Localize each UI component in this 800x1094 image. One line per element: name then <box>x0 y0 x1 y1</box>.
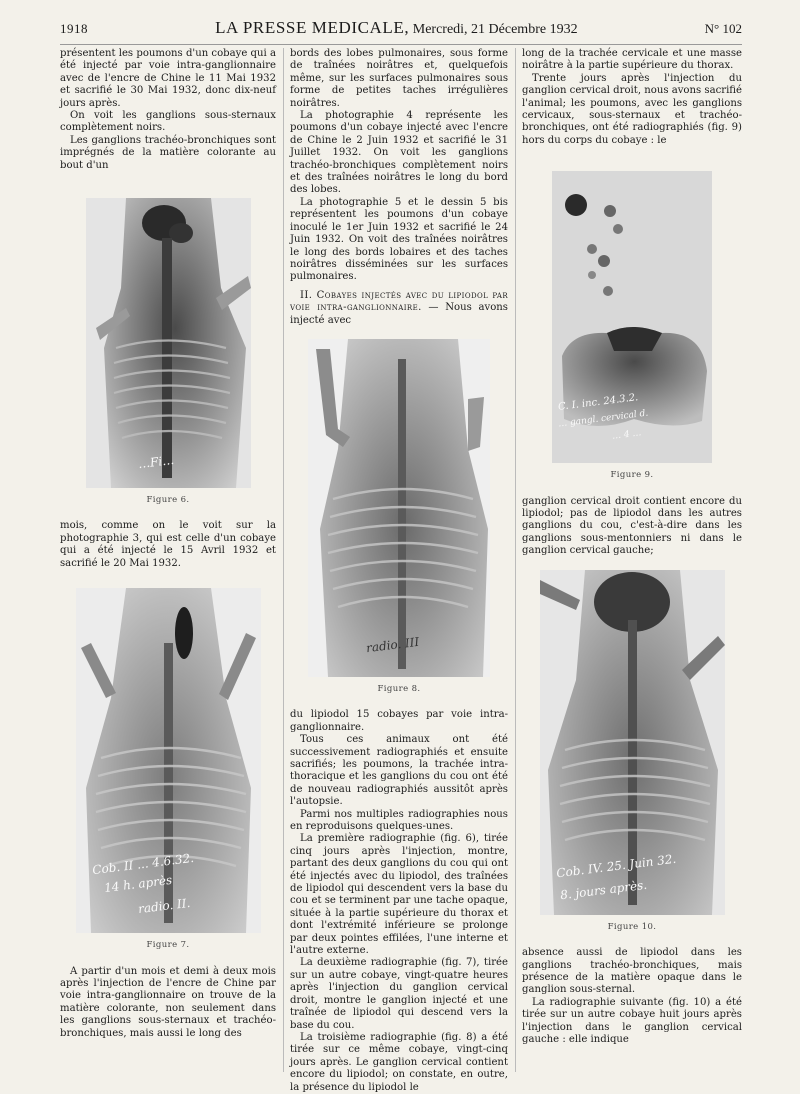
issue-number: N° 102 <box>704 21 742 36</box>
issue-date: Mercredi, 21 Décembre 1932 <box>412 22 578 37</box>
paragraph: présentent les poumons d'un cobaye qui a été injecté par voie intra-ganglionnaire avec de l'encre de Chine le 11 Mai 1932 et sacrifié le 30 Mai 1932, donc dix-neuf jours après. <box>60 48 276 109</box>
handwritten-annotation: Cob. II ... 4.6.32. <box>91 850 195 878</box>
paragraph-text: — Nous avons injecté avec <box>290 302 508 326</box>
handwritten-annotation: … 4 … <box>611 428 642 443</box>
figure-9-radiograph <box>552 171 712 463</box>
paragraph: La deuxième radiographie (fig. 7), tirée sur un autre cobaye, vingt-quatre heures après l'injection du ganglion cervical droit, montre le ganglion injecté et une traînée de lipiodol qui descend vers la base du cou. <box>290 957 508 1031</box>
handwritten-annotation: radio. III <box>365 634 420 656</box>
figure-7-radiograph <box>76 588 261 933</box>
handwritten-annotation: …Fi… <box>136 452 175 472</box>
paragraph: Tous ces animaux ont été successivement radiographiés et ensuite sacrifiés; les poumons, la trachée intra-thoracique et les ganglions du cou ont été de nouveau radiographiés aussitôt après l'autopsie. <box>290 734 508 808</box>
xray-image <box>86 198 251 488</box>
handwritten-annotation: Cob. IV. 25. Juin 32. <box>555 851 677 880</box>
section-heading-paragraph <box>290 290 508 327</box>
journal-title: LA PRESSE MEDICALE, <box>215 18 410 37</box>
paragraph: La radiographie suivante (fig. 10) a été tirée sur un autre cobaye huit jours après l'injection dans le ganglion cervical gauche : elle indique <box>522 996 742 1045</box>
paragraph: mois, comme on le voit sur la photographie 3, qui est celle d'un cobaye qui a été injecté le 15 Avril 1932 et sacrifié le 20 Mai 1932. <box>60 520 276 569</box>
handwritten-annotation: C. I. inc. 24.3.2. <box>557 392 639 414</box>
paragraph: La première radiographie (fig. 6), tirée cinq jours après l'injection, montre, partant des deux ganglions du cou qui ont été injectés avec du lipiodol, des traînées de lipiodol qui descendent vers la base du cou et se terminent par une tache opaque, située à la partie supérieure du thorax et dont l'extrémité inférieure se prolonge par deux pointes effilées, l'une interne et l'autre externe. <box>290 833 508 957</box>
figure-7-caption: Figure 7. <box>146 940 190 951</box>
paragraph: ganglion cervical droit contient encore du lipiodol; pas de lipiodol dans les autres ganglions du cou, c'est-à-dire dans les ganglions sous-mentonniers ni dans le ganglion cervical gauche; <box>522 495 742 557</box>
paragraph: Parmi nos multiples radiographies nous en reproduisons quelques-unes. <box>290 808 508 832</box>
figure-9-caption: Figure 9. <box>610 470 654 481</box>
paragraph: La photographie 5 et le dessin 5 bis représentent les poumons d'un cobaye inoculé le 1er Juin 1932 et sacrifié le 24 Juin 1932. On voit des traînées noirâtres le long des bords lobaires et des taches noirâtres disséminées sur les surfaces pulmonaires. <box>290 196 508 283</box>
paragraph: On voit les ganglions sous-sternaux complètement noirs. <box>60 110 276 134</box>
paragraph: A partir d'un mois et demi à deux mois après l'injection de l'encre de Chine par voie intra-ganglionnaire on trouve de la matière colorante, non seulement dans les ganglions sous-sternaux et trachéo-bronchiques, mais aussi le long des <box>60 965 276 1039</box>
paragraph: du lipiodol 15 cobayes par voie intra-ganglionnaire. <box>290 709 508 733</box>
paragraph: long de la trachée cervicale et une masse noirâtre à la partie supérieure du thorax. <box>522 48 742 72</box>
paragraph: Trente jours après l'injection du ganglion cervical droit, nous avons sacrifié l'animal; les poumons, avec les ganglions cervicaux, sous-sternaux et trachéo-bronchiques, ont été radiographiés (fig. 9) hors du corps du cobaye : le <box>522 72 743 146</box>
paragraph: absence aussi de lipiodol dans les ganglions trachéo-bronchiques, mais présence de la matière opaque dans le ganglion sous-sternal. <box>522 947 742 996</box>
figure-10-caption: Figure 10. <box>607 921 657 932</box>
column-1 <box>60 48 276 1082</box>
handwritten-annotation: … gangl. cervical d. <box>557 408 649 430</box>
figure-10-radiograph <box>540 570 725 915</box>
journal-masthead <box>215 18 578 38</box>
handwritten-annotation: 14 h. après <box>102 872 173 896</box>
figure-6-caption: Figure 6. <box>146 495 190 506</box>
column-3 <box>522 48 742 1082</box>
xray-image <box>308 339 490 677</box>
page-number: 1918 <box>60 21 88 36</box>
figure-8-radiograph <box>308 339 490 677</box>
page-header <box>60 18 742 45</box>
paragraph: Les ganglions trachéo-bronchiques sont imprégnés de la matière colorante au bout d'un <box>60 134 276 171</box>
column-2 <box>290 48 508 1093</box>
paragraph: La photographie 4 représente les poumons d'un cobaye injecté avec l'encre de Chine le 2 Juin 1932 et sacrifié le 31 Juillet 1932. On voit les ganglions trachéo-bronchiques complètement noirs et des traînées noirâtres le long du bord des lobes. <box>290 110 508 196</box>
figure-8-caption: Figure 8. <box>377 683 421 694</box>
figure-6-radiograph <box>86 198 251 488</box>
column-rule <box>283 48 284 1072</box>
section-heading: II. Cobayes injectés avec du lipiodol par voie intra-ganglionnaire. <box>290 289 508 314</box>
handwritten-annotation: 8. jours après. <box>558 877 648 902</box>
paragraph: bords des lobes pulmonaires, sous forme de traînées noirâtres et, quelquefois même, sur les surfaces pulmonaires sous forme de petites taches irrégulières noirâtres. <box>290 48 508 109</box>
column-rule <box>515 48 516 1072</box>
paragraph: La troisième radiographie (fig. 8) a été tirée sur ce même cobaye, vingt-cinq jours après. Le ganglion cervical contient encore du lipiodol; on constate, en outre, la présence du lipiodol le <box>290 1031 508 1093</box>
handwritten-annotation: radio. II. <box>136 895 191 917</box>
